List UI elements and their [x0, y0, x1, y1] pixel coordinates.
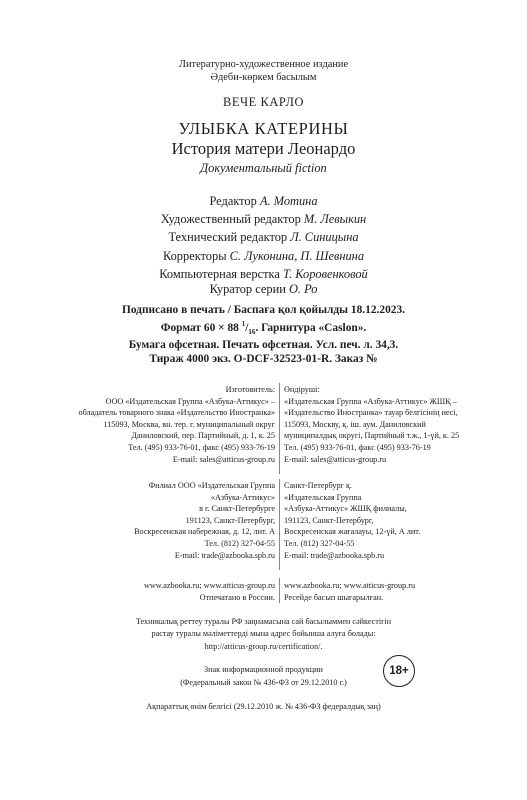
format-den: 16 [248, 327, 256, 336]
credit-role: Художественный редактор [160, 212, 301, 227]
manufacturer-line: ООО «Издательская Группа «Азбука-Аттикус» – [105, 396, 275, 406]
branch-line: 191123, Санкт-Петербург, [185, 515, 275, 525]
credit-role: Компьютерная верстка [159, 266, 280, 281]
manufacturer-email: E-mail: sales@atticus-group.ru [284, 454, 387, 464]
book-title: УЛЫБКА КАТЕРИНЫ [178, 119, 349, 138]
edition-type-kz: Әдеби-көркем басылым [210, 72, 317, 83]
manufacturer-kz [284, 384, 459, 465]
age-rating-badge: 18+ [383, 655, 415, 687]
format-font: . Гарнитура «Caslon». [255, 321, 367, 334]
manufacturer-phone: Тел. (495) 933-76-01, факс (495) 933-76-19 [284, 442, 431, 452]
column-divider [279, 578, 280, 603]
branch-line: Воскресенская набережная, д. 12, лит. А [134, 527, 275, 537]
credit-name: М. Левыкин [303, 212, 367, 227]
certification-url[interactable]: http://atticus-group.ru/certification/. [204, 642, 323, 651]
format-num: 1 [241, 319, 246, 328]
credit-name: Л. Синицына [290, 230, 359, 245]
format-size: Формат 60 × 88 [160, 321, 239, 334]
branch-line: «Азбука-Аттикус» [210, 492, 275, 502]
branch-phone: Тел. (812) 327-04-55 [204, 538, 275, 548]
info-mark-kz: Ақпараттық өнім белгісі (29.12.2010 ж. № 436-ФЗ федералдық заң) [146, 702, 381, 711]
branch-line: «Издательская Группа [284, 492, 362, 502]
branch-line: Воскресенская жағалауы, 12-үй, А лит. [284, 527, 421, 537]
branch-line: Филиал ООО «Издательская Группа [148, 481, 275, 490]
manufacturer-phone: Тел. (495) 933-76-01, факс (495) 933-76-19 [128, 442, 275, 452]
info-mark-label: Знак информационной продукции [204, 665, 323, 674]
manufacturer-line: муниципалдық округі, Партийный т.ж., 1-үй, к. 25 [284, 431, 460, 441]
manufacturer-line: Даниловский, пер. Партийный, д. 1, к. 25 [131, 431, 275, 441]
credit-tech-editor [0, 228, 527, 246]
web-kz [284, 580, 415, 603]
printed-in: Отпечатано в России. [199, 592, 275, 602]
manufacturer-line: 115093, Москву, қ. іш. аум. Даниловский [284, 419, 426, 429]
branch-line: «Азбука-Аттикус» ЖШҚ филиалы, [284, 504, 407, 514]
print-run: Тираж 4000 экз. O-DCF-32523-01-R. Заказ № [149, 352, 378, 365]
paper-line: Бумага офсетная. Печать офсетная. Усл. печ. л. 34,3. [128, 339, 399, 352]
genre: Документальный fiction [200, 161, 327, 175]
info-mark-law: (Федеральный закон № 436-ФЗ от 29.12.2010 г.) [180, 678, 347, 687]
format-line: Формат 60 × 88 $^1/_{16}$. Гарнитура «Caslon». [160, 319, 367, 336]
branch-email: E-mail: trade@azbooka.spb.ru [174, 550, 275, 560]
signed-date: Подписано в печать / Баспаға қол қойылды 18.12.2023. [121, 304, 406, 316]
author: ВЕЧЕ КАРЛО [222, 95, 305, 109]
branch-ru [134, 480, 275, 561]
print-specs [0, 304, 527, 366]
regulation-line: растау туралы мәліметтерді мына адрес бойынша алуға болады: [151, 629, 376, 638]
branch-line: в г. Санкт-Петербурге [199, 504, 275, 514]
manufacturer-label: Изготовитель: [225, 385, 275, 394]
curator-role: Куратор серии [209, 282, 286, 296]
credit-layout [0, 265, 527, 283]
branch-line: Санкт-Петербург қ. [284, 481, 352, 490]
credit-art-editor [0, 210, 527, 228]
credit-name: С. Луконина, П. Шевнина [229, 248, 365, 263]
web-ru [144, 580, 275, 603]
manufacturer-line: «Издательство Иностранка» тауар белгісінің иесі, [284, 408, 458, 418]
credit-name: А. Мотина [259, 194, 318, 208]
manufacturer-ru [78, 384, 275, 465]
branch-email: E-mail: trade@azbooka.spb.ru [284, 550, 385, 560]
manufacturer-label: Өндіруші: [284, 385, 320, 394]
manufacturer-email: E-mail: sales@atticus-group.ru [172, 454, 275, 464]
branch-line: 191123, Санкт-Петербург, [284, 515, 374, 525]
credits-block [0, 192, 527, 283]
credit-role: Корректоры [162, 248, 227, 263]
credit-proofreaders [0, 247, 527, 265]
credit-editor [0, 192, 527, 210]
column-divider [279, 479, 280, 570]
curator-name: О. Ро [288, 282, 318, 296]
series-curator [0, 282, 527, 297]
manufacturer-line: «Издательская Группа «Азбука-Аттикус» ЖШҚ – [284, 396, 457, 406]
credit-role: Редактор [209, 194, 257, 208]
website-links[interactable]: www.azbooka.ru; www.atticus-group.ru [143, 581, 275, 590]
branch-kz [284, 480, 420, 561]
edition-type: Литературно-художественное издание [178, 59, 349, 70]
printed-in: Ресейде басып шығарылған. [284, 592, 384, 602]
column-divider [279, 383, 280, 474]
credit-role: Технический редактор [168, 230, 288, 245]
regulation-line: Техникалық реттеу туралы РФ заңнамасына сай басылыммен сәйкестігін [135, 617, 392, 626]
manufacturer-line: обладатель товарного знака «Издательство Иностранка» [78, 408, 275, 418]
manufacturer-line: 115093, Москва, вн. тер. г. муниципальный округ [103, 419, 275, 429]
website-links[interactable]: www.azbooka.ru; www.atticus-group.ru [284, 581, 416, 590]
book-subtitle: История матери Леонардо [171, 139, 356, 158]
branch-phone: Тел. (812) 327-04-55 [284, 538, 355, 548]
credit-name: Т. Коровенковой [282, 266, 368, 281]
